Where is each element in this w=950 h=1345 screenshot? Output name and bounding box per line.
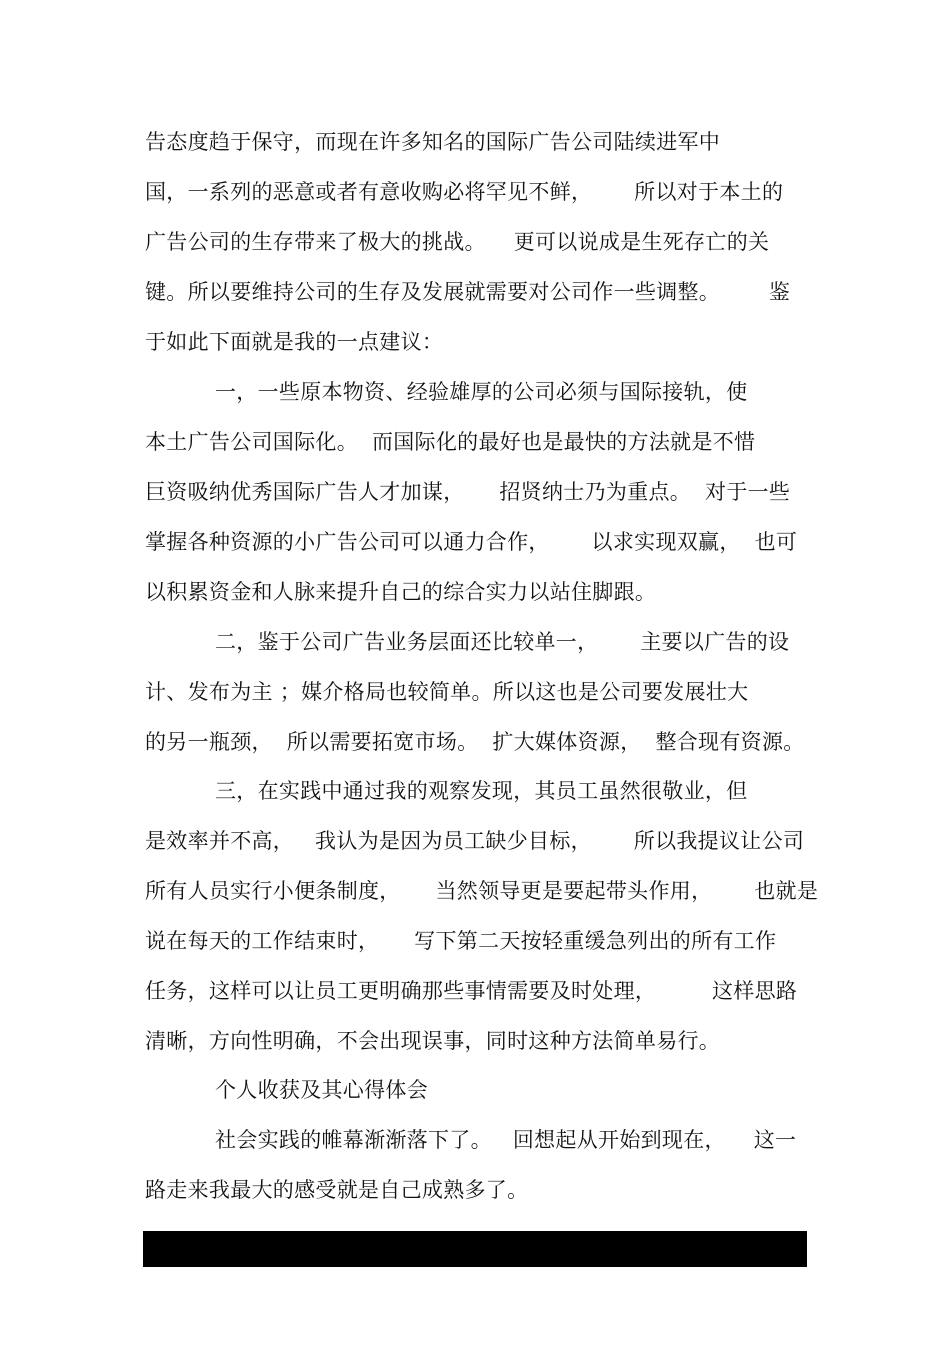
section-heading: 个人收获及其心得体会 bbox=[215, 1078, 428, 1102]
paragraph-first-line: 三，在实践中通过我的观察发现，其员工虽然很敬业，但 bbox=[215, 779, 748, 803]
text-line: 巨资吸纳优秀国际广告人才加谋， 招贤纳士乃为重点。 对于一些 bbox=[145, 480, 791, 504]
paragraph-first-line: 社会实践的帷幕渐渐落下了。 回想起从开始到现在， 这一 bbox=[215, 1128, 797, 1152]
text-line: 键。所以要维持公司的生存及发展就需要对公司作一些调整。 鉴 bbox=[145, 280, 791, 304]
text-line: 所有人员实行小便条制度， 当然领导更是要起带头作用， 也就是 bbox=[145, 879, 819, 903]
text-line: 任务，这样可以让员工更明确那些事情需要及时处理， 这样思路 bbox=[145, 979, 798, 1003]
text-line: 说在每天的工作结束时， 写下第二天按轻重缓急列出的所有工作 bbox=[145, 929, 777, 953]
paragraph-first-line: 一，一些原本物资、经验雄厚的公司必须与国际接轨，使 bbox=[215, 380, 748, 404]
redaction-bar bbox=[143, 1231, 807, 1267]
paragraph-first-line: 二，鉴于公司广告业务层面还比较单一， 主要以广告的设 bbox=[215, 630, 790, 654]
text-line: 本土广告公司国际化。 而国际化的最好也是最快的方法就是不惜 bbox=[145, 430, 756, 454]
text-line: 的另一瓶颈， 所以需要拓宽市场。 扩大媒体资源， 整合现有资源。 bbox=[145, 730, 805, 754]
text-line: 国，一系列的恶意或者有意收购必将罕见不鲜， 所以对于本土的 bbox=[145, 180, 784, 204]
text-line: 告态度趋于保守，而现在许多知名的国际广告公司陆续进军中 bbox=[145, 130, 721, 154]
text-line: 是效率并不高， 我认为是因为员工缺少目标， 所以我提议让公司 bbox=[145, 829, 805, 853]
text-line: 清晰，方向性明确，不会出现误事，同时这种方法简单易行。 bbox=[145, 1029, 721, 1053]
text-line: 掌握各种资源的小广告公司可以通力合作， 以求实现双赢， 也可 bbox=[145, 530, 798, 554]
text-line: 广告公司的生存带来了极大的挑战。 更可以说成是生死存亡的关 bbox=[145, 230, 770, 254]
text-line: 计、发布为主 ；媒介格局也较简单。所以这也是公司要发展壮大 bbox=[145, 680, 749, 704]
text-line: 路走来我最大的感受就是自己成熟多了。 bbox=[145, 1178, 529, 1202]
text-line: 于如此下面就是我的一点建议： bbox=[145, 330, 444, 354]
text-line: 以积累资金和人脉来提升自己的综合实力以站住脚跟。 bbox=[145, 580, 657, 604]
